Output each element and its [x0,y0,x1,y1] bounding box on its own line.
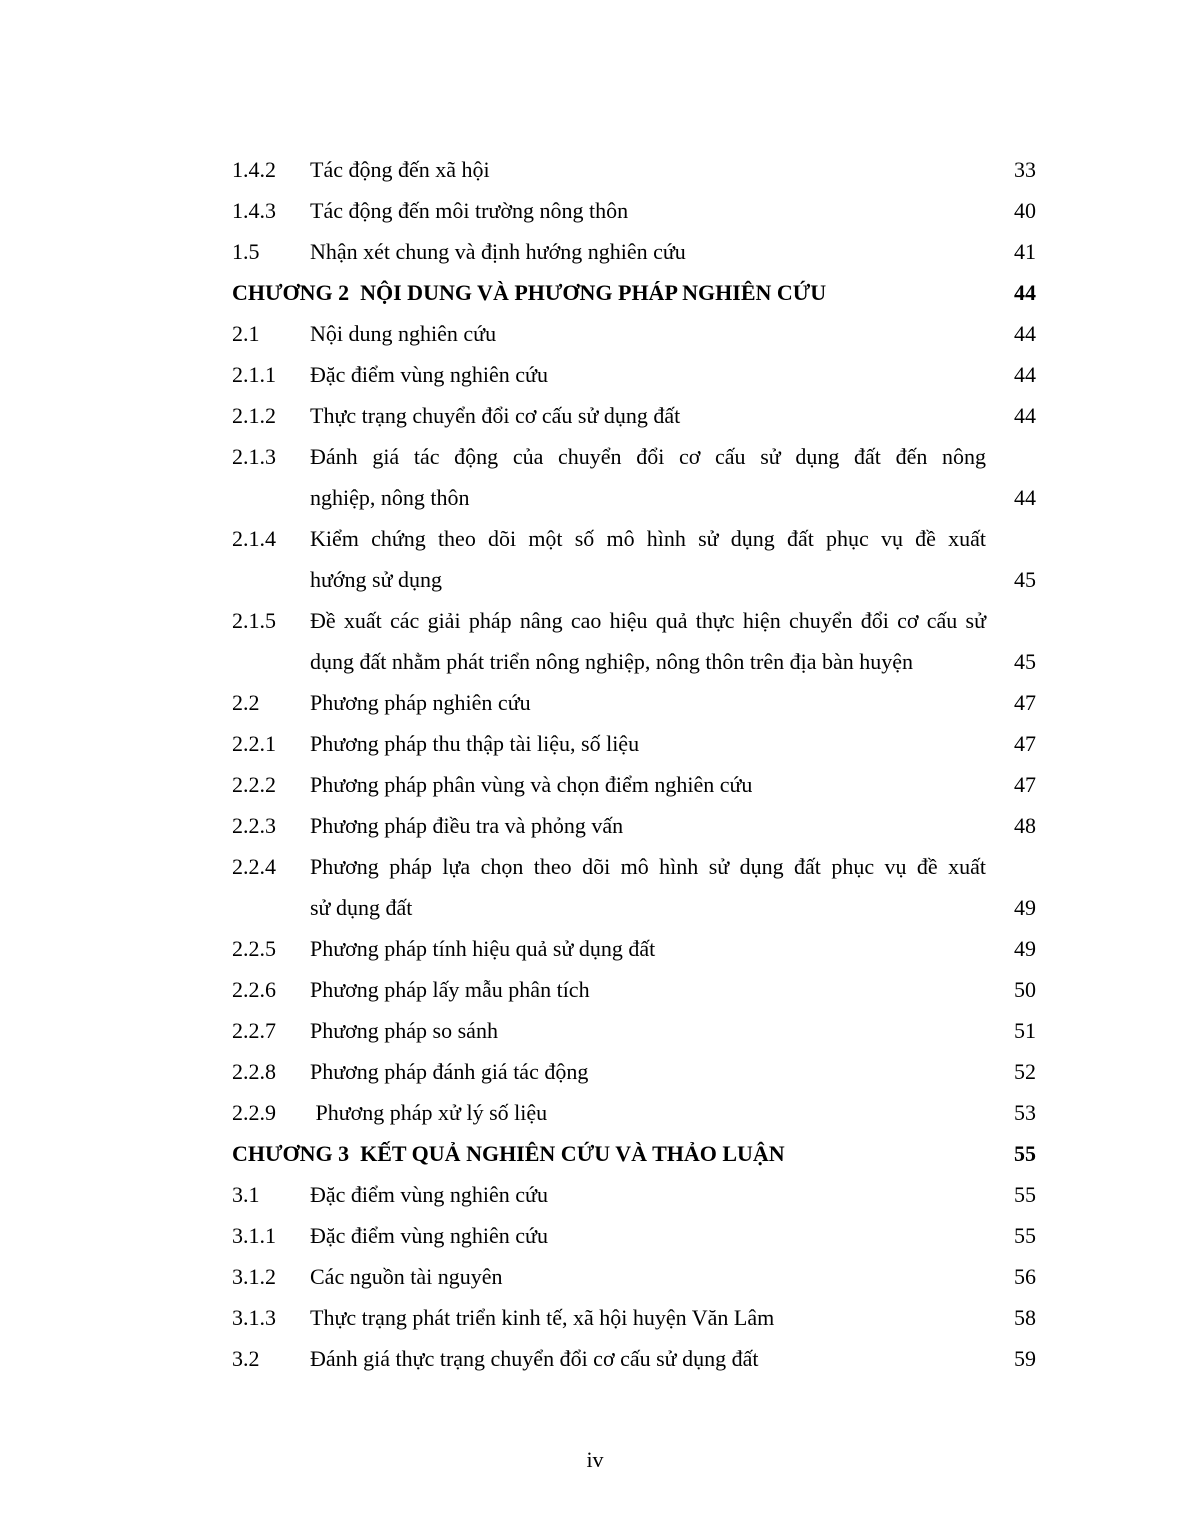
section-title: Tác động đến môi trường nông thôn [310,198,629,223]
toc-entry[interactable] [0,231,1190,272]
section-title-line-2: nghiệp, nông thôn [310,485,470,510]
page-ref: 41 [1014,239,1036,264]
page-ref: 49 [1014,936,1036,961]
toc-entry[interactable] [0,969,1190,1010]
section-title: Thực trạng phát triển kinh tế, xã hội huyện Văn Lâm [310,1305,775,1330]
toc-entry[interactable] [0,1215,1190,1256]
toc-entry[interactable] [0,190,1190,231]
section-title-line-1: Phương pháp lựa chọn theo dõi mô hình sử dụng đất phục vụ đề xuất [310,854,986,879]
section-title: Nhận xét chung và định hướng nghiên cứu [310,239,686,264]
section-number: 3.2 [232,1346,260,1371]
page-ref: 55 [1014,1223,1036,1248]
page-ref: 50 [1014,977,1036,1002]
section-title [310,518,986,600]
section-number: 2.2.1 [232,731,276,756]
section-title: Nội dung nghiên cứu [310,321,497,346]
toc-entry[interactable] [0,1297,1190,1338]
section-number: 3.1.1 [232,1223,276,1248]
section-title: Thực trạng chuyển đổi cơ cấu sử dụng đất [310,403,681,428]
chapter-title: CHƯƠNG 3 KẾT QUẢ NGHIÊN CỨU VÀ THẢO LUẬN [232,1141,785,1166]
section-number: 2.1.5 [232,608,276,633]
section-title [310,436,986,518]
page-ref: 44 [1014,280,1036,305]
section-title: Phương pháp xử lý số liệu [310,1100,548,1125]
page-ref: 47 [1014,731,1036,756]
toc-chapter-heading[interactable] [0,272,1190,313]
section-title: Đánh giá thực trạng chuyển đổi cơ cấu sử dụng đất [310,1346,759,1371]
section-title-line-1: Đánh giá tác động của chuyển đổi cơ cấu sử dụng đất đến nông [310,444,986,469]
section-number: 1.4.2 [232,157,276,182]
section-number: 2.2.5 [232,936,276,961]
section-number: 1.5 [232,239,260,264]
section-title: Phương pháp lấy mẫu phân tích [310,977,590,1002]
page-ref: 55 [1014,1182,1036,1207]
page-ref: 56 [1014,1264,1036,1289]
page-ref: 44 [1014,485,1036,510]
toc-entry[interactable] [0,1256,1190,1297]
page-ref: 53 [1014,1100,1036,1125]
page-ref: 49 [1014,895,1036,920]
page-ref: 52 [1014,1059,1036,1084]
toc-entry[interactable] [0,928,1190,969]
section-title: Đặc điểm vùng nghiên cứu [310,362,548,387]
section-number: 3.1.2 [232,1264,276,1289]
toc-entry[interactable] [0,1338,1190,1379]
section-number: 3.1 [232,1182,260,1207]
page-number-footer: iv [586,1447,604,1472]
section-title-line-1: Đề xuất các giải pháp nâng cao hiệu quả thực hiện chuyển đổi cơ cấu sử [310,608,986,633]
section-title: Phương pháp nghiên cứu [310,690,531,715]
section-number: 2.2.4 [232,854,276,879]
toc-entry[interactable] [0,1010,1190,1051]
section-number: 2.2.3 [232,813,276,838]
toc-chapter-heading[interactable] [0,1133,1190,1174]
section-title: Phương pháp đánh giá tác động [310,1059,589,1084]
toc-entry[interactable] [0,149,1190,190]
toc-entry[interactable] [0,764,1190,805]
section-number: 2.1 [232,321,260,346]
section-title: Phương pháp điều tra và phỏng vấn [310,813,624,838]
toc-entry[interactable] [0,805,1190,846]
page-ref: 48 [1014,813,1036,838]
toc-entry[interactable] [0,518,1190,600]
toc-entry[interactable] [0,1051,1190,1092]
section-number: 2.1.4 [232,526,276,551]
section-title-line-2: sử dụng đất [310,895,413,920]
section-title: Phương pháp so sánh [310,1018,498,1043]
toc-entry[interactable] [0,436,1190,518]
toc-entry[interactable] [0,723,1190,764]
section-title: Tác động đến xã hội [310,157,490,182]
section-number: 2.2.9 [232,1100,276,1125]
page-ref: 45 [1014,567,1036,592]
toc-entry[interactable] [0,1174,1190,1215]
page-ref: 58 [1014,1305,1036,1330]
toc-entry[interactable] [0,682,1190,723]
section-number: 2.2 [232,690,260,715]
table-of-contents [0,149,1190,1379]
page-ref: 44 [1014,403,1036,428]
toc-entry[interactable] [0,313,1190,354]
section-title: Đặc điểm vùng nghiên cứu [310,1223,548,1248]
page-ref: 47 [1014,772,1036,797]
section-title-line-2: hướng sử dụng [310,567,443,592]
section-title [310,846,986,928]
page-ref: 40 [1014,198,1036,223]
toc-entry[interactable] [0,846,1190,928]
toc-entry[interactable] [0,600,1190,682]
page-ref: 33 [1014,157,1036,182]
page-ref: 45 [1014,649,1036,674]
page-ref: 55 [1014,1141,1036,1166]
section-number: 2.1.2 [232,403,276,428]
toc-entry[interactable] [0,1092,1190,1133]
toc-entry[interactable] [0,395,1190,436]
section-number: 2.1.3 [232,444,276,469]
section-number: 2.2.7 [232,1018,276,1043]
section-title: Phương pháp phân vùng và chọn điểm nghiên cứu [310,772,753,797]
chapter-title: CHƯƠNG 2 NỘI DUNG VÀ PHƯƠNG PHÁP NGHIÊN CỨU [232,280,827,305]
toc-entry[interactable] [0,354,1190,395]
page-ref: 59 [1014,1346,1036,1371]
page-ref: 51 [1014,1018,1036,1043]
page-ref: 44 [1014,362,1036,387]
section-title: Đặc điểm vùng nghiên cứu [310,1182,548,1207]
section-number: 2.1.1 [232,362,276,387]
page-ref: 47 [1014,690,1036,715]
section-title [310,600,986,682]
section-title-line-1: Kiểm chứng theo dõi một số mô hình sử dụng đất phục vụ đề xuất [310,526,986,551]
section-title: Phương pháp tính hiệu quả sử dụng đất [310,936,656,961]
section-number: 2.2.6 [232,977,276,1002]
section-title: Các nguồn tài nguyên [310,1264,503,1289]
section-number: 2.2.2 [232,772,276,797]
section-number: 3.1.3 [232,1305,276,1330]
section-number: 2.2.8 [232,1059,276,1084]
section-title-line-2: dụng đất nhằm phát triển nông nghiệp, nông thôn trên địa bàn huyện [310,649,914,674]
page-ref: 44 [1014,321,1036,346]
section-title: Phương pháp thu thập tài liệu, số liệu [310,731,640,756]
section-number: 1.4.3 [232,198,276,223]
